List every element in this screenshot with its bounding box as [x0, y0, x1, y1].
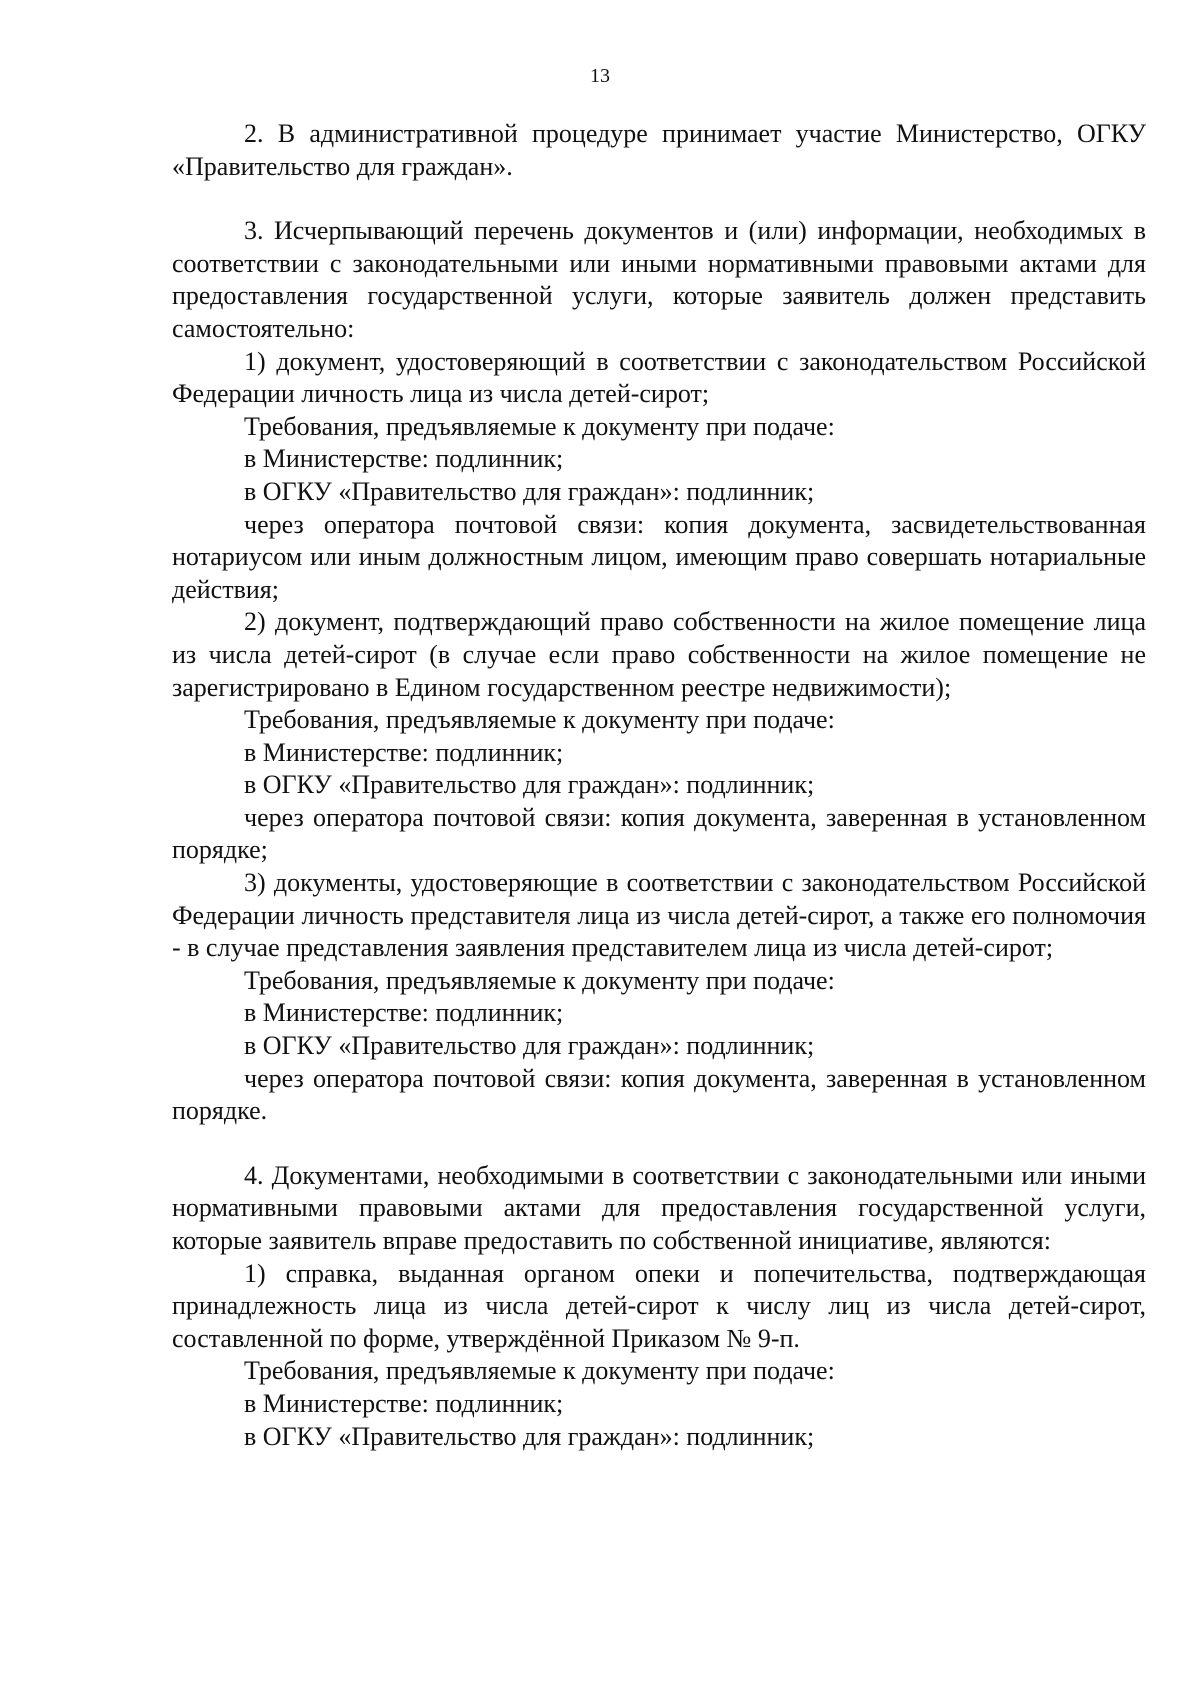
requirement-ogku: в ОГКУ «Правительство для граждан»: подлинник;	[244, 770, 815, 800]
paragraph-4-item-1: 1) справка, выданная органом опеки и попечительства, подтверждающая принадлежность лица из числа детей-сирот к числу лиц из числа детей-сирот, составленной по форме, утверждённой Приказом № 9-п.	[172, 1258, 1146, 1353]
requirement-ministry: в Министерстве: подлинник;	[244, 444, 564, 474]
requirement-ogku: в ОГКУ «Правительство для граждан»: подлинник;	[244, 1031, 815, 1061]
paragraph-3-item-1: 1) документ, удостоверяющий в соответствии с законодательством Российской Федерации личность лица из числа детей-сирот;	[172, 346, 1146, 409]
requirement-ogku: в ОГКУ «Правительство для граждан»: подлинник;	[244, 476, 815, 506]
requirement-ministry: в Министерстве: подлинник;	[244, 737, 564, 767]
paragraph-3-item-3: 3) документы, удостоверяющие в соответствии с законодательством Российской Федерации личность представителя лица из числа детей-сирот, а также его полномочия - в случае представления заявления представителем лица из числа детей-сирот;	[172, 868, 1146, 963]
requirements-label: Требования, предъявляемые к документу при подаче:	[244, 411, 835, 441]
requirement-ministry: в Министерстве: подлинник;	[244, 998, 564, 1028]
requirement-post: через оператора почтовой связи: копия документа, засвидетельствованная нотариусом или иным должностным лицом, имеющим право совершать нотариальные действия;	[172, 509, 1146, 604]
paragraph-3-item-2: 2) документ, подтверждающий право собственности на жилое помещение лица из числа детей-сирот (в случае если право собственности на жилое помещение не зарегистрировано в Едином государственном реестре недвижимости);	[172, 607, 1146, 702]
requirement-ministry: в Министерстве: подлинник;	[244, 1388, 564, 1418]
requirement-ogku: в ОГКУ «Правительство для граждан»: подлинник;	[244, 1421, 815, 1451]
document-body	[172, 118, 1146, 1453]
page-number: 13	[590, 65, 610, 87]
requirements-label: Требования, предъявляемые к документу при подаче:	[244, 1356, 835, 1386]
requirements-label: Требования, предъявляемые к документу при подаче:	[244, 965, 835, 995]
paragraph-3-heading: 3. Исчерпывающий перечень документов и (или) информации, необходимых в соответствии с законодательными или иными нормативными правовыми актами для предоставления государственной услуги, которые заявитель должен представить самостоятельно:	[172, 216, 1146, 343]
requirements-label: Требования, предъявляемые к документу при подаче:	[244, 705, 835, 735]
requirement-post: через оператора почтовой связи: копия документа, заверенная в установленном порядке.	[172, 1063, 1146, 1126]
requirement-post: через оператора почтовой связи: копия документа, заверенная в установленном порядке;	[172, 802, 1146, 865]
paragraph-4-heading: 4. Документами, необходимыми в соответствии с законодательными или иными нормативными правовыми актами для предоставления государственной услуги, которые заявитель вправе предоставить по собственной инициативе, являются:	[172, 1160, 1146, 1255]
paragraph-2: 2. В административной процедуре принимает участие Министерство, ОГКУ «Правительство для граждан».	[172, 119, 1146, 181]
